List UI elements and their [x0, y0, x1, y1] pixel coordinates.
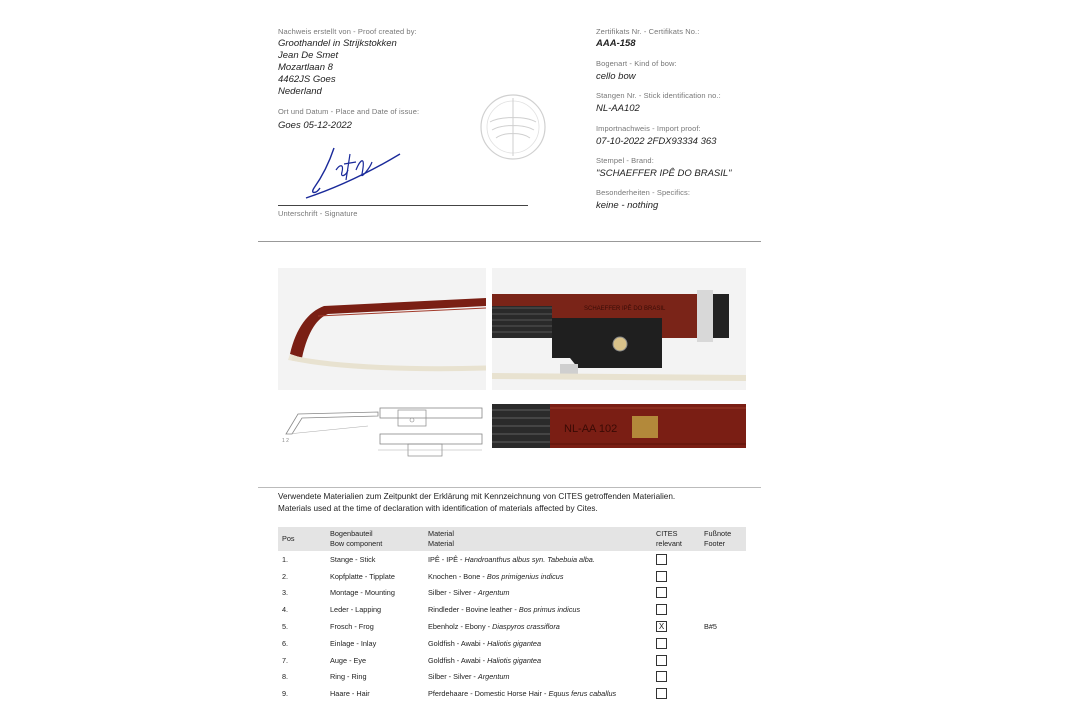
stick-stamp-text: NL-AA 102 [564, 423, 618, 435]
row-cites [652, 551, 700, 568]
place-date-value: Goes 05-12-2022 [278, 120, 352, 131]
brand-value: "SCHAEFFER IPÊ DO BRASIL" [596, 168, 732, 179]
material-name: Pferdehaare - Domestic Horse Hair - [428, 689, 549, 699]
proof-address [278, 38, 397, 98]
address-line: Jean De Smet [278, 50, 339, 61]
cites-checkbox[interactable] [656, 655, 667, 666]
kind-of-bow-label: Bogenart - Kind of bow: [596, 59, 677, 68]
row-cites [652, 568, 700, 585]
row-footnote [700, 551, 746, 568]
seal-watermark [478, 92, 548, 162]
row-material [424, 551, 652, 568]
material-latin: Handroanthus albus syn. Tabebuia alba. [464, 554, 595, 564]
row-component: Auge - Eye [330, 655, 367, 665]
row-footnote [700, 601, 746, 618]
row-material [424, 652, 652, 669]
header-component [326, 527, 424, 551]
bow-parts-diagram [278, 400, 488, 462]
material-latin: Haliotis gigantea [487, 655, 542, 665]
row-material [424, 601, 652, 618]
table-row [278, 685, 746, 702]
header-material-en: Material [428, 539, 454, 548]
materials-table [278, 527, 746, 702]
row-material [424, 669, 652, 686]
table-row [278, 669, 746, 686]
row-component: Ring - Ring [330, 672, 367, 682]
bow-frog-photo [492, 268, 746, 390]
row-footnote [700, 585, 746, 602]
material-latin: Equus ferus caballus [548, 689, 617, 699]
material-latin: Haliotis gigantea [487, 638, 542, 648]
row-footnote [700, 685, 746, 702]
header-cites [652, 527, 700, 551]
stick-id-value: NL-AA102 [596, 103, 640, 114]
stick-id-label: Stangen Nr. - Stick identification no.: [596, 91, 721, 100]
material-latin: Diaspyros crassiflora [492, 622, 560, 632]
material-name: Goldfish - Awabi - [428, 638, 488, 648]
header-component-en: Bow component [330, 539, 383, 548]
table-row [278, 635, 746, 652]
svg-text:1 2: 1 2 [282, 438, 289, 444]
row-component: Leder - Lapping [330, 605, 382, 615]
row-pos: 2. [282, 571, 289, 581]
row-pos: 8. [282, 672, 289, 682]
kind-of-bow-value: cello bow [596, 71, 636, 82]
cites-checkbox[interactable] [656, 688, 667, 699]
row-cites [652, 652, 700, 669]
row-footnote: B#5 [704, 622, 717, 632]
cites-checkbox[interactable] [656, 671, 667, 682]
header-cites-2: relevant [656, 539, 682, 548]
materials-intro-en: Materials used at the time of declaration with identification of materials affected by Cites. [278, 504, 598, 513]
row-cites [652, 685, 700, 702]
cites-checkbox[interactable] [656, 604, 667, 615]
row-footnote [700, 669, 746, 686]
table-row [278, 585, 746, 602]
material-name: Silber - Silver - [428, 588, 478, 598]
specifics-label: Besonderheiten - Specifics: [596, 188, 690, 197]
import-proof-label: Importnachweis - Import proof: [596, 124, 701, 133]
import-proof-value: 07-10-2022 2FDX93334 363 [596, 136, 717, 147]
header-material [424, 527, 652, 551]
row-cites [652, 635, 700, 652]
signature-line [278, 205, 528, 206]
row-component: Stange - Stick [330, 554, 376, 564]
row-component: Frosch - Frog [330, 622, 374, 632]
material-name: Knochen - Bone - [428, 571, 487, 581]
row-pos: 7. [282, 655, 289, 665]
material-latin: Argentum [477, 672, 510, 682]
material-name: Rindleder - Bovine leather - [428, 605, 519, 615]
address-line: Groothandel in Strijkstokken [278, 38, 397, 49]
row-footnote [700, 635, 746, 652]
materials-intro-de: Verwendete Materialien zum Zeitpunkt der Erklärung mit Kennzeichnung von CITES getroffenden Materialien. [278, 492, 676, 501]
material-name: IPÊ - IPÊ - [428, 554, 465, 564]
specifics-value: keine - nothing [596, 200, 659, 211]
material-name: Ebenholz - Ebony - [428, 622, 493, 632]
row-material [424, 635, 652, 652]
place-date-label: Ort und Datum - Place and Date of issue: [278, 107, 420, 116]
table-row [278, 601, 746, 618]
row-component: Einlage - Inlay [330, 638, 377, 648]
material-latin: Bos primus indicus [518, 605, 581, 615]
row-pos: 6. [282, 638, 289, 648]
header-pos: Pos [282, 534, 295, 543]
row-component: Haare - Hair [330, 689, 370, 699]
cites-checkbox[interactable] [656, 638, 667, 649]
header-cites-1: CITES [656, 529, 678, 538]
header-footnote-2: Footer [704, 539, 726, 548]
row-footnote [700, 568, 746, 585]
proof-label: Nachweis erstellt von - Proof created by: [278, 27, 417, 36]
signature-image [300, 140, 410, 202]
table-row [278, 568, 746, 585]
table-row [278, 618, 746, 635]
header-material-de: Material [428, 529, 454, 538]
cites-checkbox[interactable] [656, 571, 667, 582]
row-material [424, 585, 652, 602]
row-component: Montage - Mounting [330, 588, 395, 598]
photos-divider [258, 487, 761, 488]
brand-label: Stempel - Brand: [596, 156, 654, 165]
table-row [278, 551, 746, 568]
row-pos: 3. [282, 588, 289, 598]
table-row [278, 652, 746, 669]
header-component-de: Bogenbauteil [330, 529, 373, 538]
row-footnote [700, 652, 746, 669]
materials-header-row [278, 527, 746, 551]
row-material [424, 685, 652, 702]
address-line: Mozartlaan 8 [278, 62, 333, 73]
address-line: 4462JS Goes [278, 74, 336, 85]
row-cites [652, 601, 700, 618]
row-pos: 9. [282, 689, 289, 699]
stick-stamp-photo [492, 404, 746, 448]
bow-tip-photo [278, 268, 486, 390]
cites-checkbox[interactable] [656, 554, 667, 565]
row-cites [652, 669, 700, 686]
material-latin: Bos primigenius indicus [486, 571, 564, 581]
row-cites [652, 585, 700, 602]
header-divider [258, 241, 761, 242]
certificate-no-value: AAA-158 [596, 38, 636, 49]
cites-checkbox[interactable] [656, 587, 667, 598]
material-latin: Argentum [477, 588, 510, 598]
material-name: Silber - Silver - [428, 672, 478, 682]
row-pos: 5. [282, 622, 289, 632]
row-cites [652, 618, 700, 635]
header-footnote [700, 527, 746, 551]
row-material [424, 618, 652, 635]
header-footnote-1: Fußnote [704, 529, 732, 538]
row-pos: 1. [282, 554, 289, 564]
row-component: Kopfplatte - Tipplate [330, 571, 395, 581]
stick-brand-text: SCHAEFFER IPÊ DO BRASIL [584, 306, 666, 312]
row-material [424, 568, 652, 585]
address-line: Nederland [278, 86, 322, 97]
certificate-no-label: Zertifikats Nr. - Certifikats No.: [596, 27, 700, 36]
row-pos: 4. [282, 605, 289, 615]
material-name: Goldfish - Awabi - [428, 655, 488, 665]
signature-label: Unterschrift - Signature [278, 209, 358, 218]
materials-intro [278, 491, 675, 515]
cites-checkbox[interactable]: X [656, 621, 667, 632]
